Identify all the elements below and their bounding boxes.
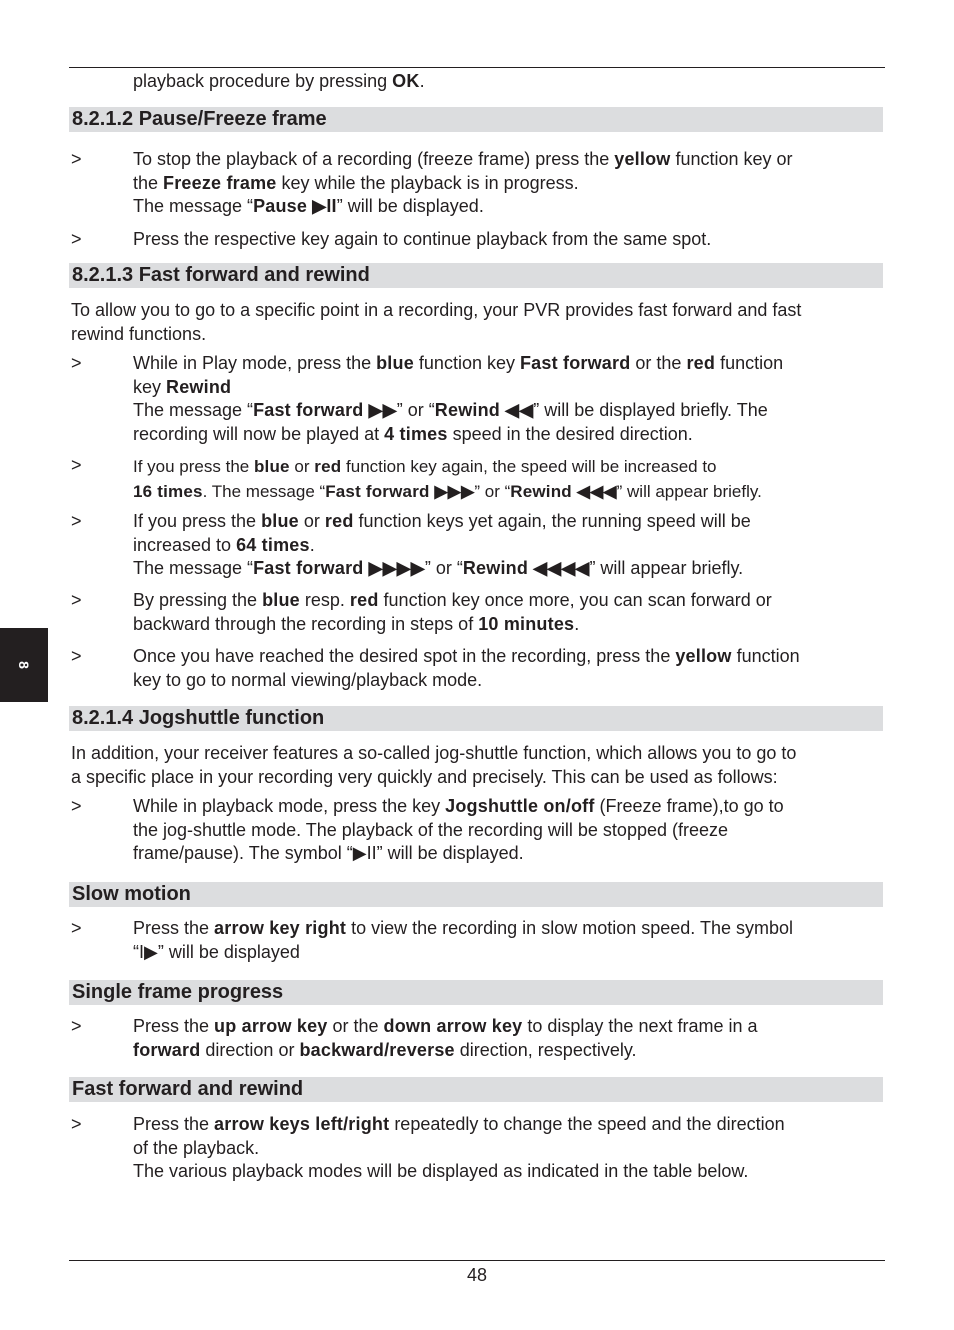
- section-heading-slow-motion: Slow motion: [69, 882, 883, 907]
- list-item: [71, 228, 883, 252]
- list-item: [71, 510, 883, 581]
- header-rule: [69, 67, 885, 68]
- section-heading-jogshuttle: 8.2.1.4 Jogshuttle function: [69, 706, 883, 731]
- list-item: [71, 1015, 883, 1062]
- text-line: The message “Pause ▶II” will be displayed.: [133, 196, 484, 216]
- footer-rule: [69, 1260, 885, 1261]
- text-line: If you press the blue or red function key again, the speed will be increased to: [133, 457, 717, 476]
- section-heading-single-frame: Single frame progress: [69, 980, 883, 1005]
- text-line: key Rewind: [133, 376, 232, 397]
- text-line: increased to 64 times.: [133, 534, 315, 555]
- list-marker: >: [71, 1114, 82, 1134]
- text-line: The various playback modes will be displayed as indicated in the table below.: [133, 1161, 749, 1181]
- intro-line: To allow you to go to a specific point in a recording, your PVR provides fast forward and fast: [71, 300, 802, 320]
- text-line: The message “Fast forward ▶▶▶▶” or “Rewind ◀◀◀◀” will appear briefly.: [133, 558, 744, 578]
- emphasis: Fast forward ▶▶: [253, 400, 397, 420]
- list-marker: >: [71, 1016, 82, 1036]
- emphasis: Rewind ◀◀◀: [510, 482, 617, 501]
- text-line: Press the respective key again to continue playback from the same spot.: [133, 229, 712, 249]
- emphasis: 4 times: [384, 423, 448, 444]
- section-heading-fast-forward-rewind: 8.2.1.3 Fast forward and rewind: [69, 263, 883, 288]
- list-marker: >: [71, 590, 82, 610]
- text-line: Press the arrow key right to view the recording in slow motion speed. The symbol: [133, 918, 793, 938]
- page-number: 48: [466, 1265, 488, 1285]
- text-line: forward direction or backward/reverse direction, respectively.: [133, 1039, 637, 1060]
- emphasis: forward: [133, 1039, 201, 1060]
- list-item: [71, 645, 883, 692]
- emphasis: Rewind: [166, 376, 232, 397]
- emphasis: up arrow key: [214, 1016, 328, 1036]
- emphasis: red: [686, 353, 716, 373]
- emphasis: arrow keys left/right: [214, 1114, 390, 1134]
- text-line: Once you have reached the desired spot in the recording, press the yellow function: [133, 646, 800, 666]
- list-item: [71, 148, 883, 219]
- emphasis: blue: [261, 511, 299, 531]
- emphasis: blue: [253, 457, 290, 476]
- emphasis: Freeze frame: [163, 172, 277, 193]
- emphasis: down arrow key: [383, 1016, 523, 1036]
- emphasis: Fast forward: [519, 353, 631, 373]
- emphasis: Pause ▶II: [253, 196, 337, 216]
- text-line: the Freeze frame key while the playback is in progress.: [133, 172, 579, 193]
- text-line: frame/pause). The symbol “▶II” will be displayed.: [133, 843, 524, 863]
- text-line: the jog-shuttle mode. The playback of the recording will be stopped (freeze: [133, 819, 729, 840]
- text-line: To stop the playback of a recording (freeze frame) press the yellow function key or: [133, 149, 793, 169]
- text-line: recording will now be played at 4 times speed in the desired direction.: [133, 423, 693, 444]
- text-line: key to go to normal viewing/playback mode.: [133, 669, 483, 690]
- emphasis: Fast forward ▶▶▶: [325, 482, 475, 501]
- emphasis: yellow: [675, 646, 732, 666]
- emphasis: yellow: [614, 149, 671, 169]
- text-line: backward through the recording in steps of 10 minutes.: [133, 613, 580, 634]
- emphasis: blue: [376, 353, 414, 373]
- emphasis: red: [324, 511, 354, 531]
- list-marker: >: [71, 646, 82, 666]
- list-marker: >: [71, 149, 82, 169]
- text-line: While in Play mode, press the blue function key Fast forward or the red function: [133, 353, 784, 373]
- section-heading-fast-forward-rewind-2: Fast forward and rewind: [69, 1077, 883, 1102]
- list-item: [71, 454, 883, 504]
- list-item: [71, 352, 883, 446]
- emphasis: backward/reverse: [299, 1039, 455, 1060]
- intro-line: In addition, your receiver features a so-called jog-shuttle function, which allows you to go to: [71, 743, 797, 763]
- emphasis: Jogshuttle on/off: [445, 796, 595, 816]
- intro-line: playback procedure by pressing OK.: [133, 71, 425, 91]
- list-marker: >: [71, 796, 82, 816]
- emphasis: Rewind ◀◀◀◀: [462, 558, 590, 578]
- text-line: Press the up arrow key or the down arrow key to display the next frame in a: [133, 1016, 758, 1036]
- list-item: [71, 589, 883, 636]
- list-marker: >: [71, 455, 82, 475]
- emphasis: OK: [392, 71, 420, 91]
- text-line: While in playback mode, press the key Jogshuttle on/off (Freeze frame),to go to: [133, 796, 784, 816]
- list-item: [71, 917, 883, 964]
- emphasis: red: [349, 590, 379, 610]
- emphasis: Rewind ◀◀: [434, 400, 534, 420]
- list-marker: >: [71, 918, 82, 938]
- chapter-tab: [0, 628, 48, 702]
- section-heading-pause-freeze: 8.2.1.2 Pause/Freeze frame: [69, 107, 883, 132]
- text-line: By pressing the blue resp. red function key once more, you can scan forward or: [133, 590, 772, 610]
- text-line: If you press the blue or red function keys yet again, the running speed will be: [133, 511, 751, 531]
- emphasis: 16 times: [133, 482, 203, 501]
- emphasis: Fast forward ▶▶▶▶: [253, 558, 425, 578]
- emphasis: blue: [262, 590, 300, 610]
- intro-line: rewind functions.: [71, 323, 207, 344]
- text-line: The message “Fast forward ▶▶” or “Rewind ◀◀” will be displayed briefly. The: [133, 400, 768, 420]
- section-intro: [71, 299, 883, 346]
- emphasis: red: [314, 457, 342, 476]
- section-intro: [71, 742, 883, 789]
- list-item: [71, 1113, 883, 1184]
- intro-line: a specific place in your recording very quickly and precisely. This can be used as follows:: [71, 766, 778, 787]
- emphasis: arrow key right: [214, 918, 347, 938]
- list-marker: >: [71, 511, 82, 531]
- emphasis: 10 minutes: [478, 613, 575, 634]
- chapter-tab-label: 8: [15, 661, 32, 669]
- list-item: [71, 795, 883, 866]
- text-line: Press the arrow keys left/right repeatedly to change the speed and the direction: [133, 1114, 785, 1134]
- emphasis: 64 times: [236, 534, 310, 555]
- text-line: “I▶” will be displayed: [133, 941, 300, 962]
- text-line: of the playback.: [133, 1137, 260, 1158]
- list-marker: >: [71, 353, 82, 373]
- list-marker: >: [71, 229, 82, 249]
- text-line: 16 times. The message “Fast forward ▶▶▶” or “Rewind ◀◀◀” will appear briefly.: [133, 482, 762, 501]
